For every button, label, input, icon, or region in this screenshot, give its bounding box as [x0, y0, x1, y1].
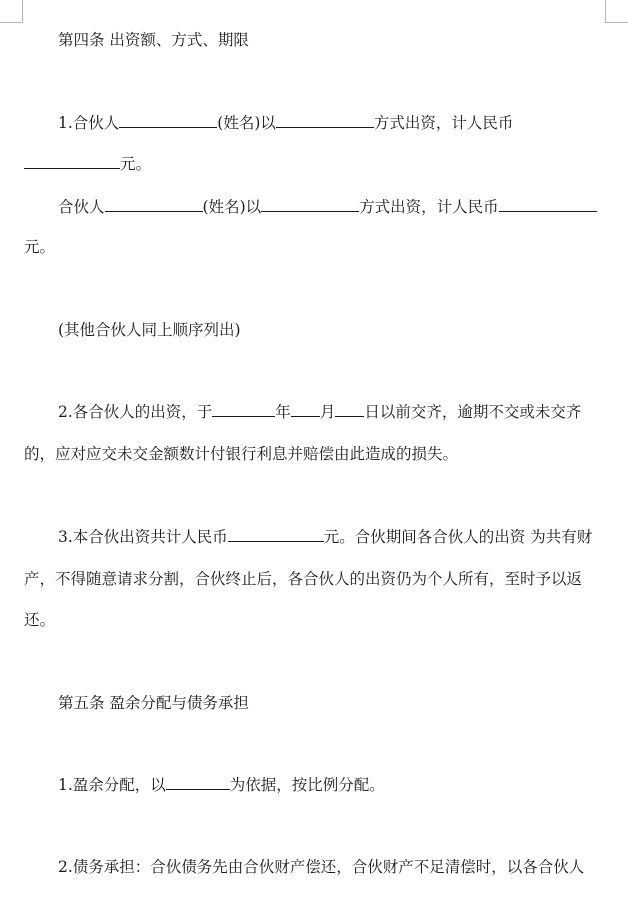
blank-day — [335, 401, 364, 417]
text: 1.合伙人 — [58, 114, 120, 132]
article-5-title: 第五条 盈余分配与债务承担 — [58, 694, 249, 712]
text: 年 — [275, 403, 291, 421]
blank-total — [228, 526, 324, 542]
blank-method — [276, 112, 374, 128]
blank-amount — [24, 153, 120, 169]
text: 方式出资，计人民币 — [359, 198, 499, 216]
art4-p4-line3: 还。 — [24, 611, 56, 629]
blank-name — [119, 112, 217, 128]
page-corner-mark-right — [605, 0, 628, 23]
art5-p2: 2.债务承担：合伙债务先由合伙财产偿还，合伙财产不足清偿时，以各合伙人 — [58, 858, 585, 876]
blank-name — [105, 196, 203, 212]
text: 日以前交齐，逾期不交或未交齐 — [364, 403, 582, 421]
art4-p4-line1 — [58, 526, 592, 548]
blank-basis — [166, 774, 230, 790]
blank-amount — [499, 196, 597, 212]
text: 元。合伙期间各合伙人的出资 为共有财 — [323, 528, 593, 546]
text: 1.盈余分配，以 — [58, 776, 166, 794]
art5-p1 — [58, 774, 385, 796]
article-4-title: 第四条 出资额、方式、期限 — [58, 31, 249, 49]
art4-p2-line1 — [58, 196, 597, 218]
art4-p1-line1 — [58, 112, 513, 134]
art4-p3-line1 — [58, 401, 581, 423]
text: 为依据，按比例分配。 — [229, 776, 385, 794]
art4-note: (其他合伙人同上顺序列出) — [58, 321, 241, 339]
art4-p1-line2 — [24, 153, 151, 175]
text: 方式出资，计人民币 — [373, 114, 514, 132]
art4-p3-line2: 的，应对应交未交金额数计付银行利息并赔偿由此造成的损失。 — [24, 445, 459, 463]
blank-method — [261, 196, 359, 212]
art4-p4-line2: 产，不得随意请求分割，合伙终止后，各合伙人的出资仍为个人所有，至时予以返 — [24, 570, 583, 588]
text: (姓名)以 — [217, 114, 276, 132]
blank-month — [291, 401, 320, 417]
art4-p2-line2: 元。 — [24, 238, 56, 256]
text: 2.各合伙人的出资，于 — [58, 403, 213, 421]
text: 合伙人 — [58, 198, 105, 216]
text: (姓名)以 — [202, 198, 262, 216]
text: 月 — [319, 403, 336, 421]
page-corner-mark-left — [0, 0, 23, 23]
blank-year — [212, 401, 275, 417]
text: 元。 — [120, 155, 152, 173]
text: 3.本合伙出资共计人民币 — [58, 528, 228, 546]
